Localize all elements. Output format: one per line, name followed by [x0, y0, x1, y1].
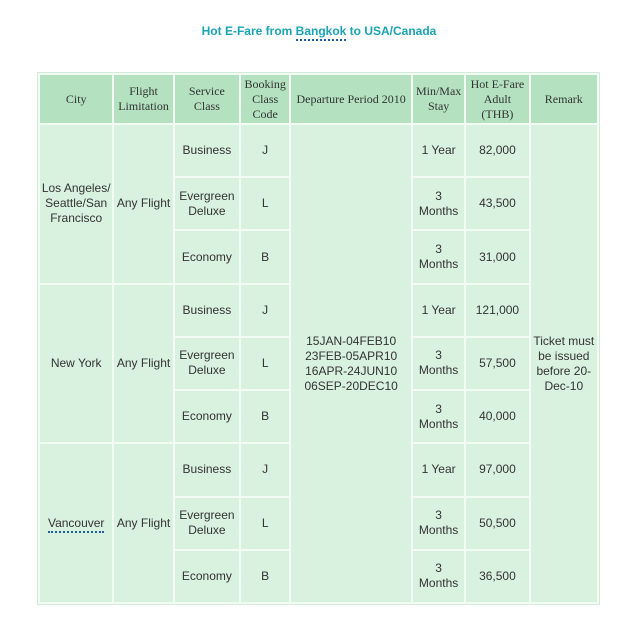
service-class-cell: Economy	[175, 391, 239, 442]
departure-period-cell	[291, 125, 411, 602]
stay-cell: 3 Months	[413, 551, 464, 602]
header-service-class: Service Class	[175, 75, 239, 123]
stay-cell: 3 Months	[413, 498, 464, 549]
booking-code-cell: J	[241, 125, 289, 176]
table-row	[40, 125, 597, 176]
fare-cell: 82,000	[466, 125, 528, 176]
booking-code-cell: J	[241, 285, 289, 336]
service-class-cell: Evergreen Deluxe	[175, 178, 239, 229]
stay-cell: 1 Year	[413, 444, 464, 495]
remark-cell: Ticket must be issued before 20-Dec-10	[531, 125, 597, 602]
city-cell	[40, 444, 112, 602]
departure-period-1: 15JAN-04FEB10	[306, 333, 397, 348]
header-city: City	[40, 75, 112, 123]
vancouver-link[interactable]: Vancouver	[48, 516, 104, 533]
fare-cell: 43,500	[466, 178, 528, 229]
booking-code-cell: L	[241, 338, 289, 389]
stay-cell: 1 Year	[413, 285, 464, 336]
fare-cell: 36,500	[466, 551, 528, 602]
flight-limitation-cell: Any Flight	[114, 125, 172, 283]
page-title	[0, 24, 621, 38]
header-stay: Min/Max Stay	[413, 75, 464, 123]
fare-cell: 97,000	[466, 444, 528, 495]
departure-period-4: 06SEP-20DEC10	[304, 378, 398, 393]
title-prefix: Hot E-Fare from	[201, 24, 296, 38]
header-remark: Remark	[531, 75, 597, 123]
header-booking-class-code: Booking Class Code	[241, 75, 289, 123]
booking-code-cell: J	[241, 444, 289, 495]
header-row	[40, 75, 597, 123]
booking-code-cell: B	[241, 391, 289, 442]
flight-limitation-cell: Any Flight	[114, 285, 172, 443]
booking-code-cell: L	[241, 498, 289, 549]
stay-cell: 3 Months	[413, 231, 464, 282]
service-class-cell: Business	[175, 285, 239, 336]
bangkok-link[interactable]: Bangkok	[296, 24, 347, 41]
fare-cell: 57,500	[466, 338, 528, 389]
service-class-cell: Evergreen Deluxe	[175, 338, 239, 389]
stay-cell: 3 Months	[413, 391, 464, 442]
fare-cell: 40,000	[466, 391, 528, 442]
departure-period-3: 16APR-24JUN10	[305, 363, 398, 378]
fare-cell: 31,000	[466, 231, 528, 282]
service-class-cell: Business	[175, 125, 239, 176]
stay-cell: 3 Months	[413, 338, 464, 389]
stay-cell: 3 Months	[413, 178, 464, 229]
fare-table	[37, 72, 600, 605]
departure-period-2: 23FEB-05APR10	[305, 348, 398, 363]
service-class-cell: Evergreen Deluxe	[175, 498, 239, 549]
header-fare: Hot E-Fare Adult (THB)	[466, 75, 528, 123]
header-departure-period: Departure Period 2010	[291, 75, 411, 123]
booking-code-cell: L	[241, 178, 289, 229]
title-suffix: to USA/Canada	[346, 24, 437, 38]
booking-code-cell: B	[241, 551, 289, 602]
service-class-cell: Business	[175, 444, 239, 495]
stay-cell: 1 Year	[413, 125, 464, 176]
city-cell: New York	[40, 285, 112, 443]
flight-limitation-cell: Any Flight	[114, 444, 172, 602]
fare-cell: 50,500	[466, 498, 528, 549]
booking-code-cell: B	[241, 231, 289, 282]
header-flight-limitation: Flight Limitation	[114, 75, 172, 123]
service-class-cell: Economy	[175, 231, 239, 282]
city-cell: Los Angeles/ Seattle/San Francisco	[40, 125, 112, 283]
service-class-cell: Economy	[175, 551, 239, 602]
fare-cell: 121,000	[466, 285, 528, 336]
